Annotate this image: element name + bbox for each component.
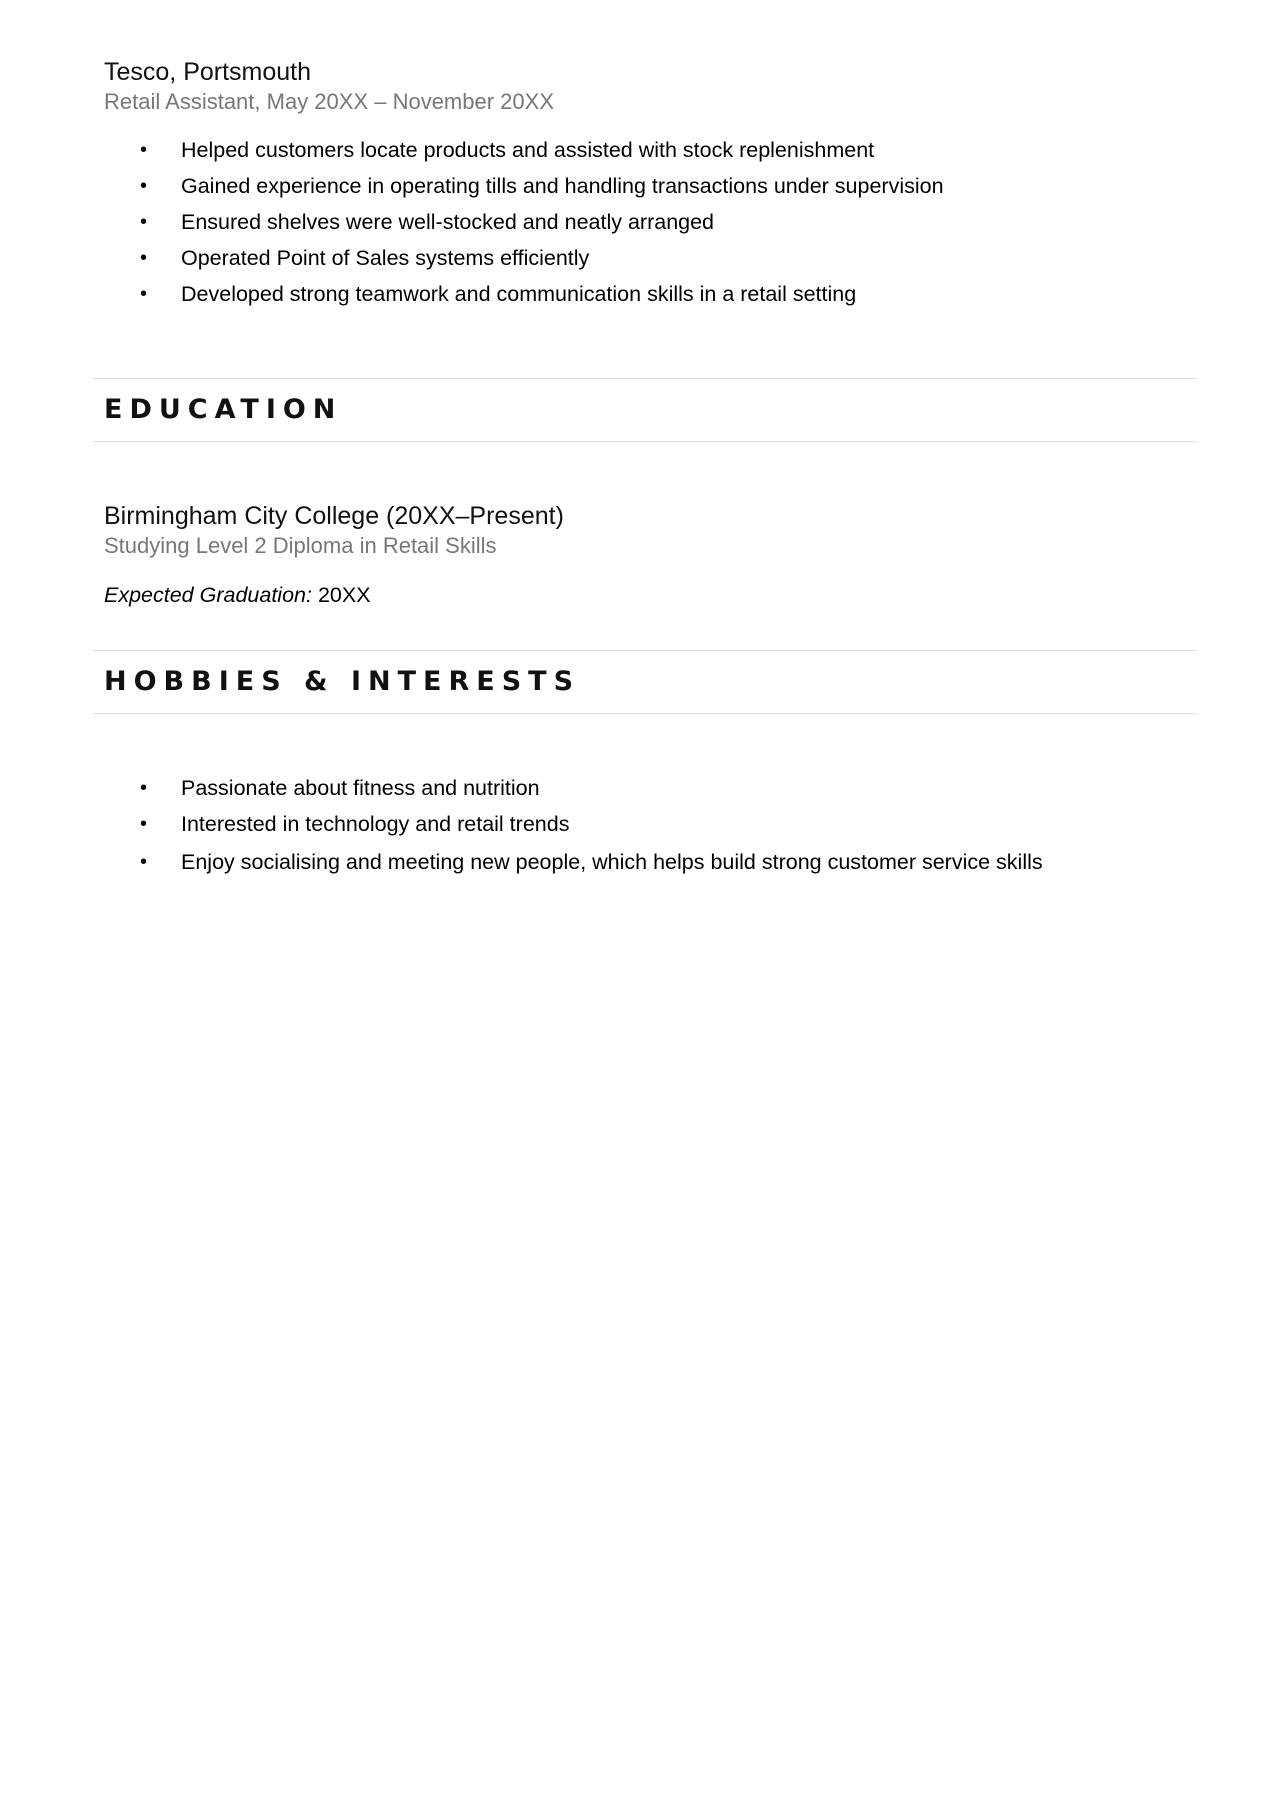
- institution-name: Birmingham City College (20XX–Present): [104, 502, 564, 530]
- list-item: [104, 276, 1204, 312]
- bullet-text: Enjoy socialising and meeting new people, which helps build strong customer service skills: [181, 850, 1043, 874]
- education-heading: EDUCATION: [104, 394, 343, 425]
- list-item: [104, 806, 1204, 842]
- bullet-icon: •: [140, 139, 148, 161]
- graduation-value: 20XX: [317, 583, 371, 607]
- bullet-icon: •: [140, 777, 148, 799]
- bullet-text: Developed strong teamwork and communication skills in a retail setting: [181, 282, 857, 306]
- bullet-text: Helped customers locate products and assisted with stock replenishment: [181, 138, 875, 162]
- bullet-text: Interested in technology and retail trends: [181, 812, 570, 836]
- list-item: [104, 844, 1204, 880]
- hobbies-section-header: [93, 650, 1197, 714]
- expected-graduation: [104, 580, 1184, 610]
- bullet-icon: •: [140, 211, 148, 233]
- hobbies-heading: HOBBIES & INTERESTS: [104, 666, 581, 697]
- role-and-dates: Retail Assistant, May 20XX – November 20XX: [104, 89, 554, 114]
- course-name: Studying Level 2 Diploma in Retail Skills: [104, 533, 497, 558]
- hobbies-bullet-list: [0, 770, 1100, 880]
- bullet-text: Ensured shelves were well-stocked and neatly arranged: [181, 210, 715, 234]
- list-item: [104, 168, 1204, 204]
- experience-entry: [104, 56, 1184, 116]
- employer-name: Tesco, Portsmouth: [104, 58, 312, 86]
- list-item: [104, 132, 1204, 168]
- bullet-icon: •: [140, 283, 148, 305]
- bullet-icon: •: [140, 247, 148, 269]
- bullet-icon: •: [140, 851, 148, 873]
- list-item: [104, 204, 1204, 240]
- bullet-text: Operated Point of Sales systems efficiently: [181, 246, 590, 270]
- education-section-header: [93, 378, 1197, 442]
- education-entry: [104, 500, 1184, 610]
- list-item: [104, 240, 1204, 276]
- bullet-icon: •: [140, 813, 148, 835]
- experience-bullet-list: [0, 132, 1100, 312]
- bullet-icon: •: [140, 175, 148, 197]
- graduation-label: Expected Graduation:: [104, 583, 312, 607]
- list-item: [104, 770, 1204, 806]
- bullet-text: Gained experience in operating tills and handling transactions under supervision: [181, 174, 944, 198]
- bullet-text: Passionate about fitness and nutrition: [181, 776, 540, 800]
